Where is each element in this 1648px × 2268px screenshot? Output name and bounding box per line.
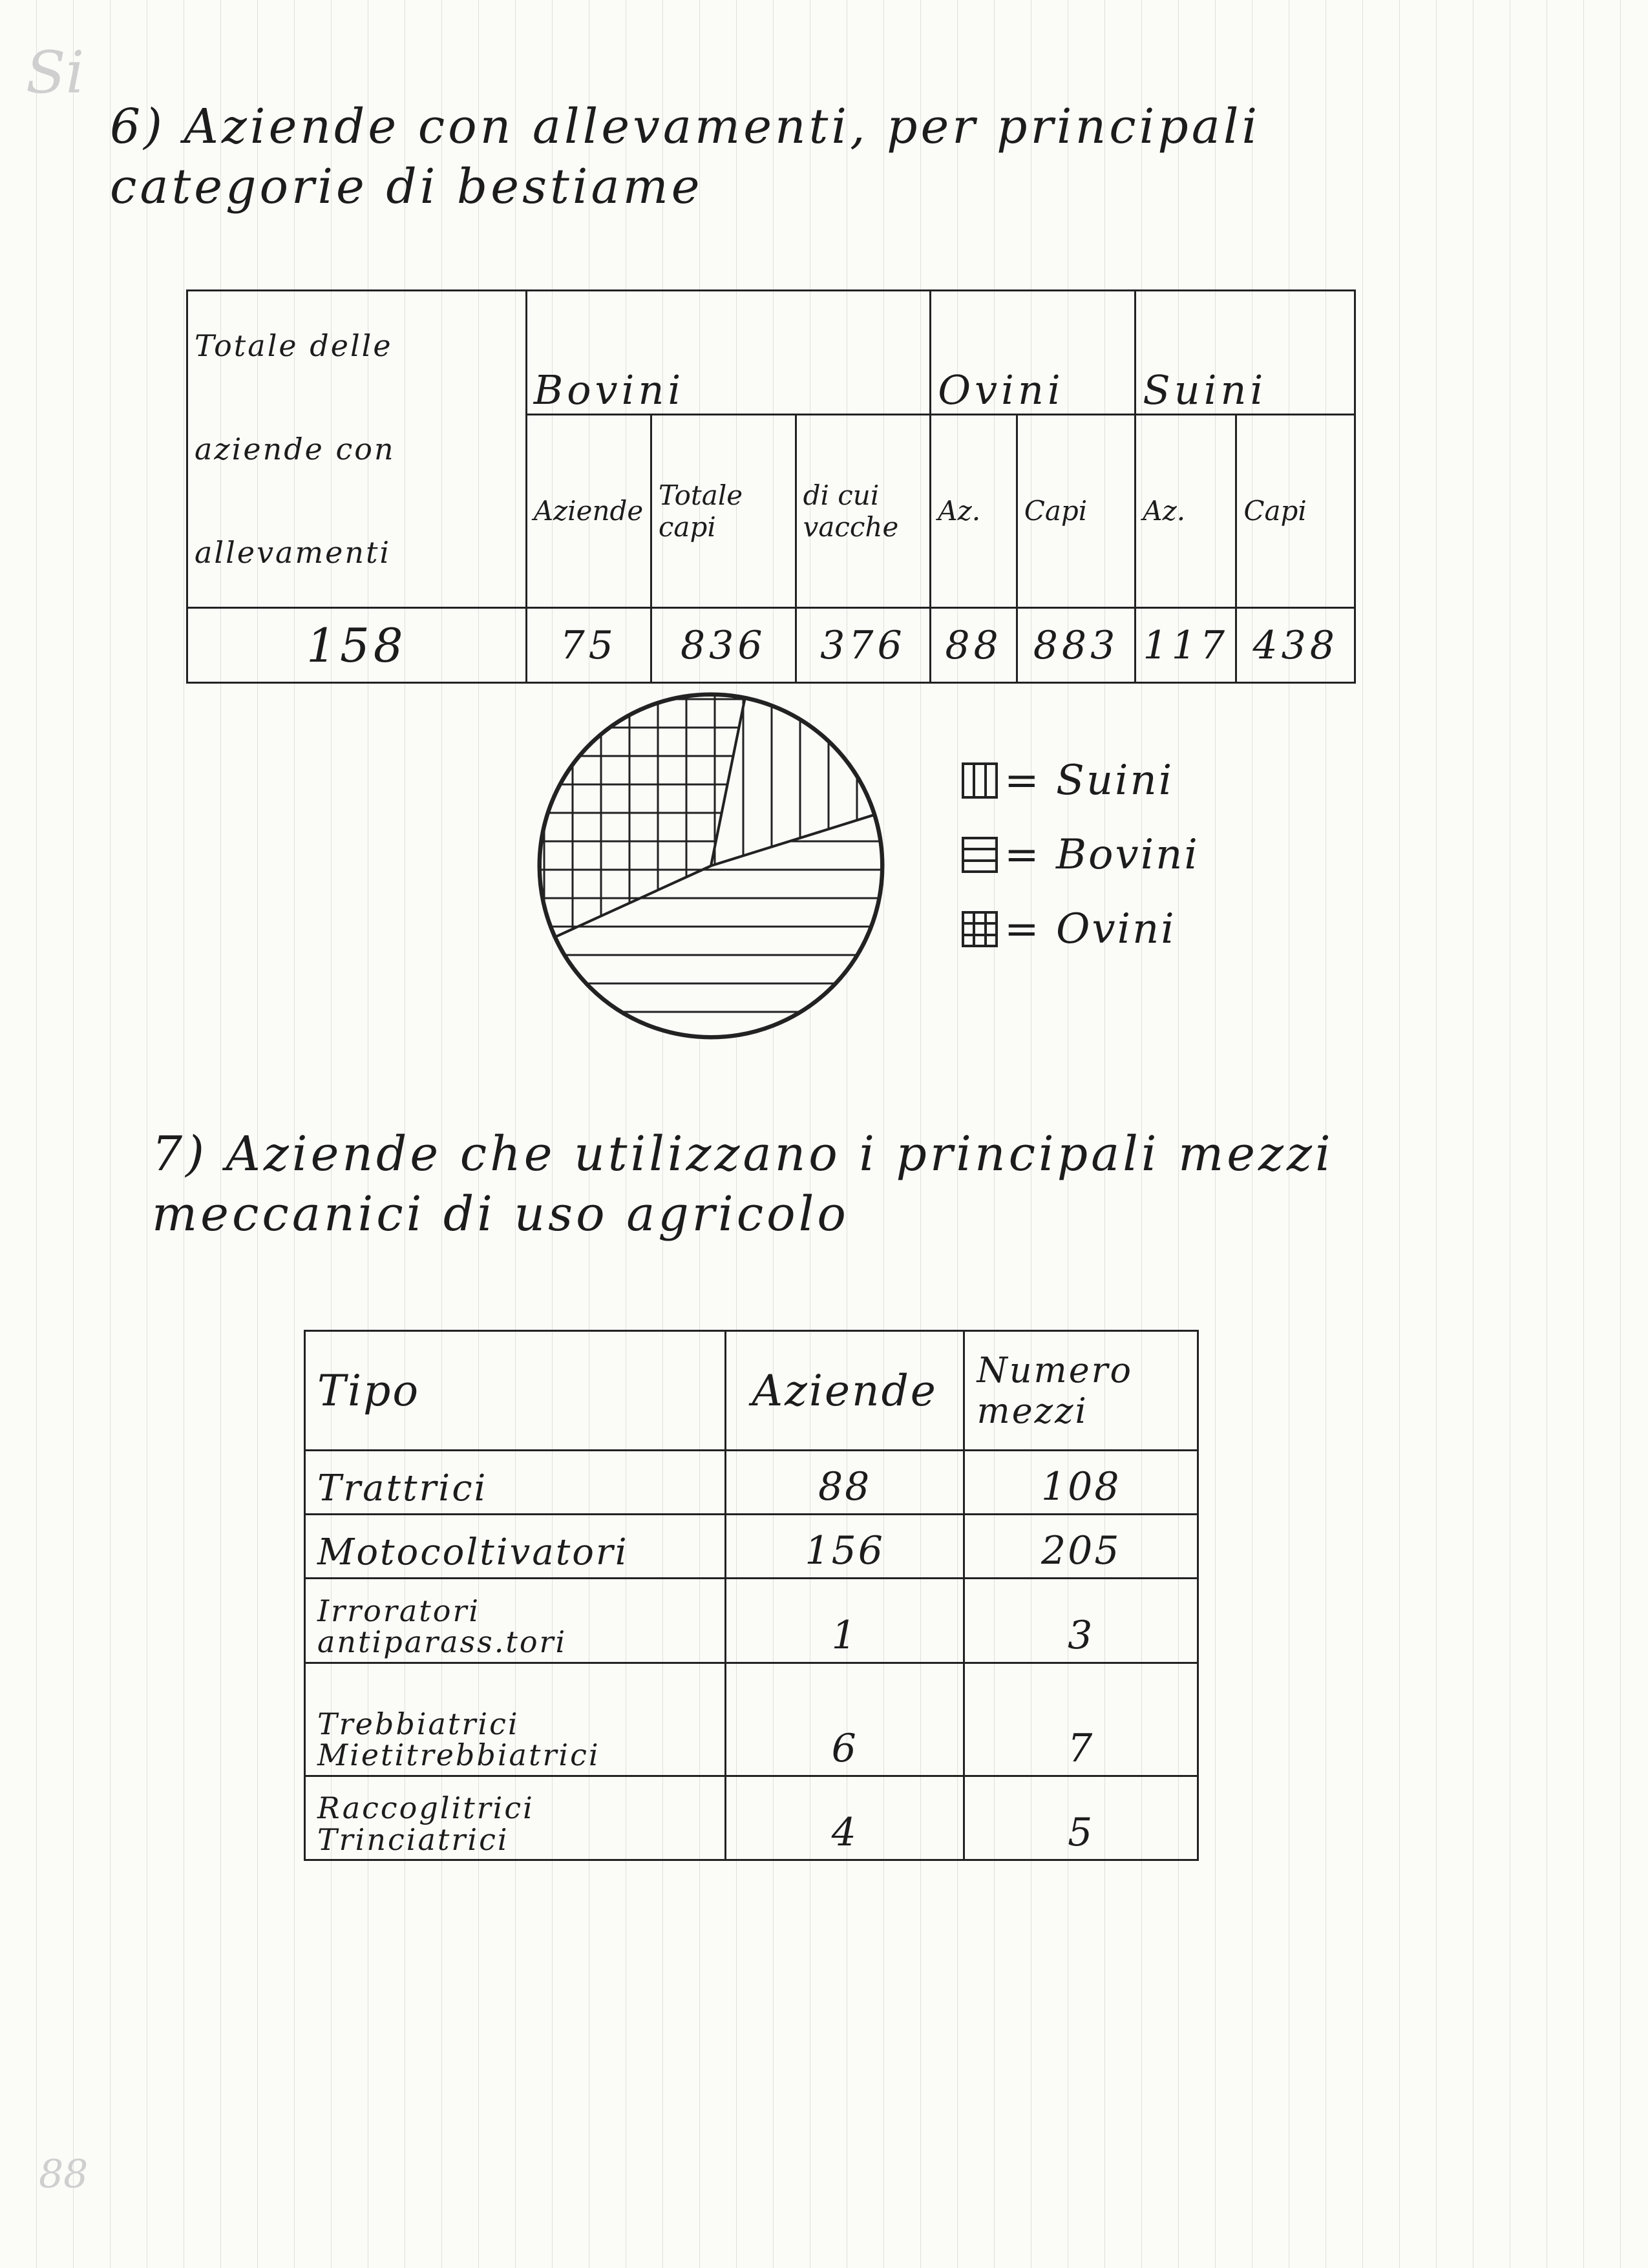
legend-label-ovini: = Ovini [1004,905,1176,953]
value-suini-capi: 438 [1236,608,1355,683]
row-tipo: Raccoglitrici Trinciatrici [305,1776,726,1860]
header-tipo: Tipo [305,1331,726,1451]
row-mezzi: 205 [964,1515,1198,1579]
value-total-farms: 158 [187,608,527,683]
value-ovini-az: 88 [931,608,1017,683]
table-row [305,1451,1198,1515]
legend-item-bovini [962,817,1199,892]
grid-swatch-icon [962,911,998,947]
value-bovini-vacche: 376 [796,608,931,683]
row-aziende: 1 [725,1579,964,1663]
legend-item-ovini [962,892,1199,966]
section-7-title: 7) Aziende che utilizzano i principali mezzi meccanici di uso agricolo [152,1126,1334,1242]
legend-item-suini [962,743,1199,817]
row-tipo: Trattrici [305,1451,726,1515]
table-row [305,1776,1198,1860]
subheader-aziende: Aziende [526,414,651,607]
pie-legend [962,743,1199,966]
row-aziende: 6 [725,1663,964,1776]
page-mark: Si [26,39,85,107]
subheader-suini-az: Az. [1136,414,1236,607]
row-tipo: Irroratori antiparass.tori [305,1579,726,1663]
value-suini-az: 117 [1136,608,1236,683]
page-number: 88 [39,2152,89,2197]
legend-label-suini: = Suini [1004,756,1174,804]
table-row [305,1579,1198,1663]
row-aziende: 4 [725,1776,964,1860]
horizontal-lines-swatch-icon [962,837,998,873]
group-header-bovini: Bovini [526,291,931,415]
total-farms-header: Totale delle aziende con allevamenti [187,291,527,608]
table-row [305,1663,1198,1776]
subheader-ovini-az: Az. [931,414,1017,607]
vertical-lines-swatch-icon [962,762,998,799]
subheader-suini-capi: Capi [1236,414,1355,607]
value-bovini-capi: 836 [651,608,796,683]
section-6-title: 6) Aziende con allevamenti, per principali categorie di bestiame [110,99,1261,215]
livestock-table [186,289,1356,684]
header-numero-mezzi: Numero mezzi [964,1331,1198,1451]
group-header-suini: Suini [1136,291,1355,415]
row-mezzi: 5 [964,1776,1198,1860]
legend-label-bovini: = Bovini [1004,830,1199,879]
row-tipo: Trebbiatrici Mietitrebbiatrici [305,1663,726,1776]
machinery-table [304,1330,1199,1861]
group-header-ovini: Ovini [931,291,1136,415]
row-mezzi: 108 [964,1451,1198,1515]
row-mezzi: 3 [964,1579,1198,1663]
header-aziende: Aziende [725,1331,964,1451]
subheader-ovini-capi: Capi [1017,414,1136,607]
row-tipo: Motocoltivatori [305,1515,726,1579]
livestock-pie-chart [530,685,892,1047]
table-row [305,1515,1198,1579]
row-mezzi: 7 [964,1663,1198,1776]
value-bovini-aziende: 75 [526,608,651,683]
row-aziende: 156 [725,1515,964,1579]
subheader-vacche: di cui vacche [796,414,931,607]
row-aziende: 88 [725,1451,964,1515]
subheader-totale-capi: Totale capi [651,414,796,607]
value-ovini-capi: 883 [1017,608,1136,683]
